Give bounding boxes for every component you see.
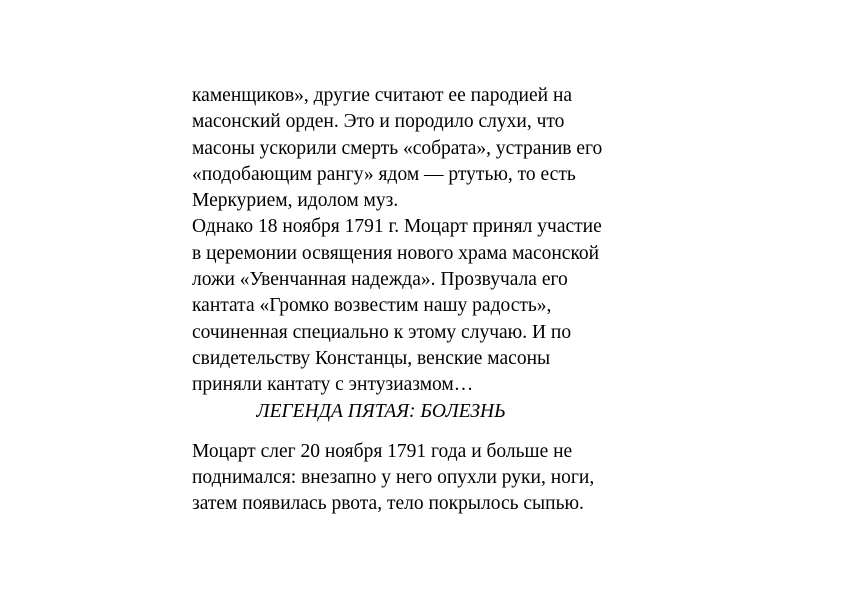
text-line: Однако 18 ноября 1791 г. Моцарт принял участие [192,216,602,238]
paragraph-illness [192,439,662,518]
text-line: в церемонии освящения нового храма масонской [192,242,600,264]
spacer [192,425,662,439]
text-line: кантата «Громко возвестим нашу радость», [192,295,552,317]
paragraph-freemason-rumors [192,83,662,214]
text-line: затем появилась рвота, тело покрылось сыпью. [192,493,584,515]
section-heading: ЛЕГЕНДА ПЯТАЯ: БОЛЕЗНЬ [256,400,506,422]
text-line: Моцарт слег 20 ноября 1791 года и больше не [192,440,573,462]
text-line: свидетельству Констанцы, венские масоны [192,347,551,369]
text-line: приняли кантату с энтузиазмом… [192,374,474,396]
text-line: Меркурием, идолом муз. [192,190,399,212]
paragraph-cantata [192,214,662,398]
text-block [192,83,662,518]
text-line: масонский орден. Это и породило слухи, что [192,111,565,133]
text-line: ложи «Увенчанная надежда». Прозвучала его [192,269,568,291]
text-line: «подобающим рангу» ядом — ртутью, то есть [192,163,576,185]
text-line: масоны ускорили смерть «собрата», устранив его [192,137,603,159]
text-line: сочиненная специально к этому случаю. И по [192,321,572,343]
text-line: каменщиков», другие считают ее пародией на [192,85,573,106]
text-line: поднимался: внезапно у него опухли руки, ноги, [192,467,595,489]
